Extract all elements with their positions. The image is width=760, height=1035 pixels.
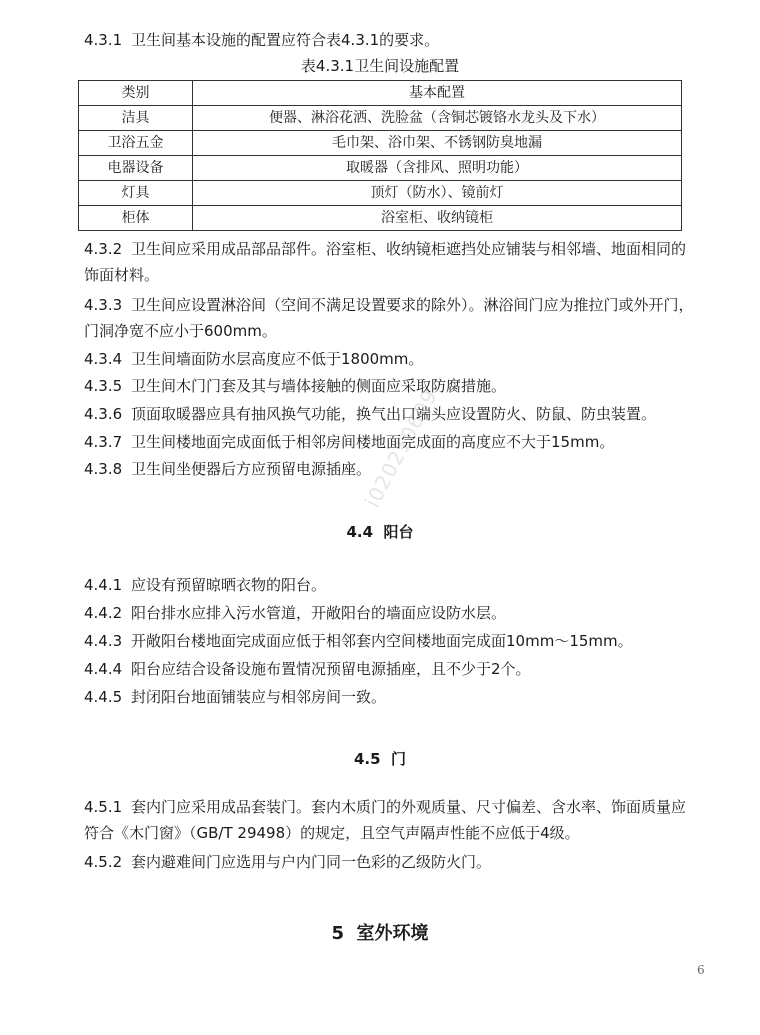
chapter-heading-5 [0,919,760,945]
table-cell-category: 柜体 [79,206,193,231]
table-caption: 表4.3.1卫生间设施配置 [300,57,460,75]
chapter-title: 室外环境 [356,923,429,944]
table-cell-config: 顶灯（防水）、镜前灯 [193,181,682,206]
clause-number: 4.4.1 [84,576,123,594]
table-cell-category: 灯具 [79,181,193,206]
clause-number: 4.3.8 [84,460,123,478]
clause-number: 4.5.2 [84,853,123,871]
page-number: 6 [697,963,705,977]
clause-number: 4.3.4 [84,350,123,368]
clause-text: 阳台排水应排入污水管道，开敞阳台的墙面应设防水层。 [131,604,507,622]
clause-text: 封闭阳台地面铺装应与相邻房间一致。 [131,688,387,706]
clause-number: 4.3.7 [84,433,123,451]
clause-4-4-3 [84,628,696,654]
clause-4-3-1 [84,27,696,53]
table-cell-category: 洁具 [79,106,193,131]
section-heading-4-4 [0,521,760,542]
table-header-row [79,81,682,106]
clause-text: 开敞阳台楼地面完成面应低于相邻套内空间楼地面完成面10mm～15mm。 [131,632,633,650]
clause-4-3-3 [84,292,696,344]
clause-4-3-6 [84,401,696,427]
clause-number: 4.4.5 [84,688,123,706]
section-heading-4-5 [0,748,760,769]
table-row [79,156,682,181]
clause-4-5-1 [84,794,696,846]
bathroom-facility-table [78,80,682,231]
clause-text: 套内避难间门应选用与户内门同一色彩的乙级防火门。 [131,853,492,871]
clause-number: 4.3.6 [84,405,123,423]
chapter-number: 5 [331,923,344,944]
table-row [79,206,682,231]
table-row [79,181,682,206]
clause-text: 卫生间楼地面完成面低于相邻房间楼地面完成面的高度应不大于15mm。 [131,433,615,451]
clause-number: 4.4.4 [84,660,123,678]
clause-4-4-5 [84,684,696,710]
table-cell-config: 取暖器（含排风、照明功能） [193,156,682,181]
clause-number: 4.5.1 [84,798,123,816]
table-row [79,106,682,131]
clause-text: 套内门应采用成品套装门。套内木质门的外观质量、尺寸偏差、含水率、饰面质量应符合《木门窗》（GB/T 29498）的规定，且空气声隔声性能不应低于4级。 [84,798,687,842]
clause-text: 卫生间基本设施的配置应符合表4.3.1的要求。 [131,31,440,49]
section-number: 4.4 [346,523,374,541]
clause-number: 4.3.3 [84,296,123,314]
clause-number: 4.4.2 [84,604,123,622]
clause-number: 4.3.1 [84,31,123,49]
table-cell-config: 毛巾架、浴巾架、不锈钢防臭地漏 [193,131,682,156]
clause-text: 卫生间应设置淋浴间（空间不满足设置要求的除外）。淋浴间门应为推拉门或外开门，门洞净宽不应小于600mm。 [84,296,694,340]
section-title: 门 [391,750,407,768]
clause-number: 4.3.5 [84,377,123,395]
clause-text: 卫生间木门门套及其与墙体接触的侧面应采取防腐措施。 [131,377,507,395]
table-cell-config: 便器、淋浴花洒、洗脸盆（含铜芯镀铬水龙头及下水） [193,106,682,131]
section-number: 4.5 [353,750,381,768]
column-header-config: 基本配置 [193,81,682,106]
clause-text: 卫生间应采用成品部品部件。浴室柜、收纳镜柜遮挡处应铺装与相邻墙、地面相同的饰面材料。 [84,240,687,284]
clause-4-3-8 [84,456,696,482]
clause-4-4-2 [84,600,696,626]
clause-text: 卫生间墙面防水层高度应不低于1800mm。 [131,350,424,368]
clause-text: 顶面取暖器应具有抽风换气功能，换气出口端头应设置防火、防鼠、防虫装置。 [131,405,657,423]
watermark: i020210609 [360,385,443,512]
column-header-category: 类别 [79,81,193,106]
section-title: 阳台 [383,523,414,541]
table-row [79,131,682,156]
clause-4-3-7 [84,429,696,455]
clause-4-3-2 [84,236,696,288]
clause-text: 应设有预留晾晒衣物的阳台。 [131,576,327,594]
table-cell-category: 卫浴五金 [79,131,193,156]
table-cell-config: 浴室柜、收纳镜柜 [193,206,682,231]
clause-4-3-5 [84,373,696,399]
clause-4-3-4 [84,346,696,372]
clause-text: 卫生间坐便器后方应预留电源插座。 [131,460,372,478]
clause-4-4-4 [84,656,696,682]
table-cell-category: 电器设备 [79,156,193,181]
clause-number: 4.3.2 [84,240,123,258]
clause-number: 4.4.3 [84,632,123,650]
clause-text: 阳台应结合设备设施布置情况预留电源插座，且不少于2个。 [131,660,531,678]
clause-4-4-1 [84,572,696,598]
clause-4-5-2 [84,849,696,875]
